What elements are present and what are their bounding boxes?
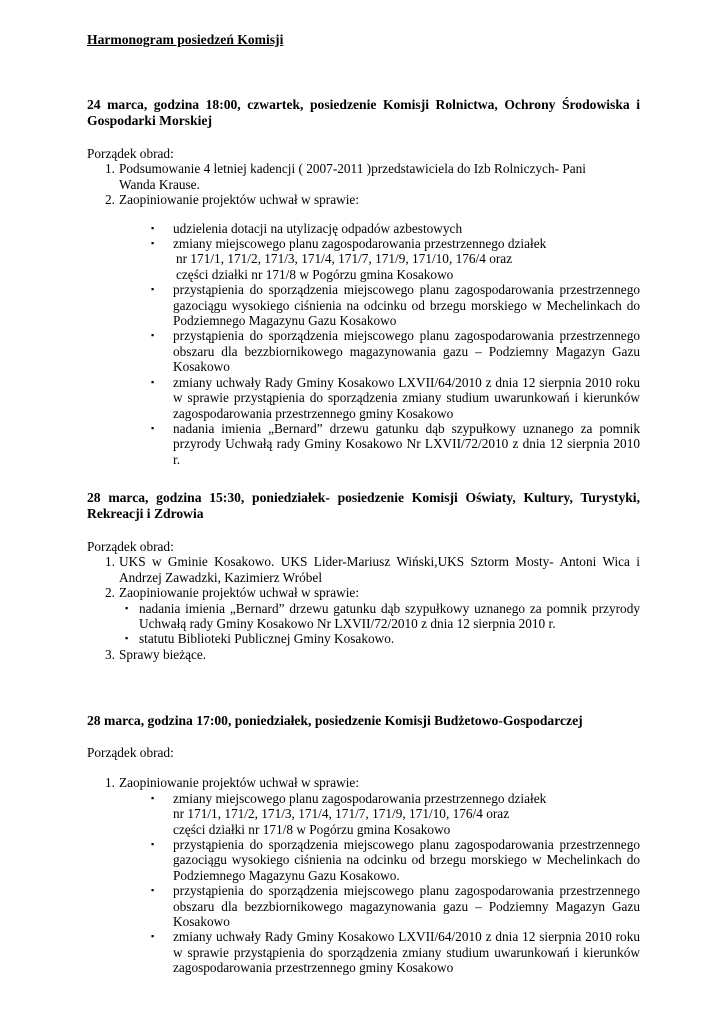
resolution-list <box>87 601 640 647</box>
section-heading: 24 marca, godzina 18:00, czwartek, posiedzenie Komisji Rolnictwa, Ochrony Środowiska i Gospodarki Morskiej <box>87 97 640 128</box>
agenda-item <box>87 554 640 585</box>
plots-line: nr 171/1, 171/2, 171/3, 171/4, 171/7, 171/9, 171/10, 176/4 oraz <box>176 251 513 267</box>
bullet-icon: ▪ <box>151 330 155 341</box>
agenda-text: Zaopiniowanie projektów uchwał w sprawie: <box>119 192 360 208</box>
bullet-icon: ▪ <box>151 376 155 387</box>
list-item-text: nadania imienia „Bernard” drzewu gatunku dąb szypułkowy uznanego za pomnik przyrody Uchwałą rady Gminy Kosakowo Nr LXVII/72/2010 z dnia 12 sierpnia 2010 r. <box>139 600 640 632</box>
resolution-list <box>87 791 640 976</box>
bullet-icon: ▪ <box>151 238 155 249</box>
list-item-text: przystąpienia do sporządzenia miejscowego planu zagospodarowania przestrzennego obszaru dla bezzbiornikowego magazynowania gazu – Podziemny Magazyn Gazu Kosakowo <box>173 883 640 930</box>
list-item-text: nadania imienia „Bernard” drzewu gatunku dąb szypułkowy uznanego za pomnik przyrody Uchwałą rady Gminy Kosakowo Nr LXVII/72/2010 z dnia 12 sierpnia 2010 r. <box>173 420 640 467</box>
list-item <box>87 883 640 929</box>
agenda-text-cont: Wanda Krause. <box>119 176 200 192</box>
plots-line: nr 171/1, 171/2, 171/3, 171/4, 171/7, 171/9, 171/10, 176/4 oraz <box>173 806 510 822</box>
bullet-icon: ▪ <box>151 792 155 803</box>
agenda-number: 1. <box>105 554 115 570</box>
list-item-text: zmiany uchwały Rady Gminy Kosakowo LXVII/64/2010 z dnia 12 sierpnia 2010 roku w sprawie przystąpienia do sporządzenia zmiany studium uwarunkowań i kierunków zagospodarowania przestrzennego gminy Kosakowo <box>173 374 640 421</box>
bullet-icon: ▪ <box>151 931 155 942</box>
order-label: Porządek obrad: <box>87 745 174 760</box>
list-item-text: przystąpienia do sporządzenia miejscowego planu zagospodarowania przestrzennego gazociągu wysokiego ciśnienia na odcinku od brzegu morskiego w Mechelinkach do Podziemnego Magazynu Gazu Kosakowo. <box>173 837 640 883</box>
agenda-list <box>87 647 640 662</box>
list-item-text: udzielenia dotacji na utylizację odpadów azbestowych <box>173 220 463 236</box>
list-item <box>87 601 640 632</box>
order-label: Porządek obrad: <box>87 146 174 161</box>
agenda-text: UKS w Gminie Kosakowo. UKS Lider-Mariusz Wiński,UKS Sztorm Mosty- Antoni Wica i Andrzej Zawadzki, Kazimierz Wróbel <box>119 554 640 585</box>
bullet-icon: ▪ <box>125 602 129 613</box>
list-item <box>87 282 640 328</box>
plots-line: części działki nr 171/8 w Pogórzu gmina Kosakowo <box>176 266 454 282</box>
list-item <box>87 421 640 467</box>
bullet-icon: ▪ <box>151 222 155 233</box>
agenda-text: Podsumowanie 4 letniej kadencji ( 2007-2011 )przedstawiciela do Izb Rolniczych- Pani <box>119 161 586 177</box>
bullet-icon: ▪ <box>151 422 155 433</box>
bullet-icon: ▪ <box>151 839 155 850</box>
section-budzet <box>87 713 640 976</box>
section-oswiata <box>87 490 640 662</box>
agenda-item <box>87 647 640 662</box>
agenda-list <box>87 775 640 790</box>
list-item-text: przystąpienia do sporządzenia miejscowego planu zagospodarowania przestrzennego gazociągu wysokiego ciśnienia na odcinku od brzegu morskiego w Mechelinkach do Podziemnego Magazynu Gazu Kosakowo <box>173 282 640 329</box>
section-rolnictwo <box>87 97 640 467</box>
list-item <box>87 631 640 646</box>
bullet-icon: ▪ <box>151 284 155 295</box>
agenda-number: 2. <box>105 192 115 208</box>
order-label: Porządek obrad: <box>87 539 174 554</box>
agenda-text: Zaopiniowanie projektów uchwał w sprawie: <box>119 775 360 791</box>
agenda-text: Sprawy bieżące. <box>119 646 207 662</box>
agenda-item <box>87 585 640 600</box>
agenda-item <box>87 775 640 790</box>
list-item <box>87 837 640 883</box>
list-item <box>87 221 640 236</box>
bullet-icon: ▪ <box>151 885 155 896</box>
plots-line: części działki nr 171/8 w Pogórzu gmina Kosakowo <box>173 821 451 837</box>
agenda-list <box>87 161 640 207</box>
agenda-item <box>87 192 640 207</box>
agenda-number: 1. <box>105 161 115 177</box>
list-item-text: zmiany miejscowego planu zagospodarowania przestrzennego działek <box>173 236 547 252</box>
section-heading: 28 marca, godzina 15:30, poniedziałek- posiedzenie Komisji Oświaty, Kultury, Turystyki, Rekreacji i Zdrowia <box>87 490 640 521</box>
list-item <box>87 328 640 374</box>
agenda-number: 3. <box>105 646 115 662</box>
list-item <box>87 236 640 251</box>
list-item-text: statutu Biblioteki Publicznej Gminy Kosakowo. <box>139 631 395 647</box>
list-item-text: przystąpienia do sporządzenia miejscowego planu zagospodarowania przestrzennego obszaru dla bezzbiornikowego magazynowania gazu – Podziemny Magazyn Gazu Kosakowo <box>173 328 640 375</box>
list-item <box>87 791 640 806</box>
list-item-text: zmiany miejscowego planu zagospodarowania przestrzennego działek <box>173 790 547 806</box>
agenda-number: 2. <box>105 585 115 601</box>
list-item <box>87 375 640 421</box>
agenda-number: 1. <box>105 775 115 791</box>
list-item <box>87 929 640 975</box>
bullet-icon: ▪ <box>125 633 129 644</box>
list-item-text: zmiany uchwały Rady Gminy Kosakowo LXVII/64/2010 z dnia 12 sierpnia 2010 roku w sprawie przystąpienia do sporządzenia zmiany studium uwarunkowań i kierunków zagospodarowania przestrzennego gminy Kosakowo <box>173 929 640 976</box>
agenda-text: Zaopiniowanie projektów uchwał w sprawie: <box>119 585 360 601</box>
agenda-item <box>87 161 640 192</box>
resolution-list <box>87 221 640 468</box>
page-title: Harmonogram posiedzeń Komisji <box>87 32 284 47</box>
section-heading: 28 marca, godzina 17:00, poniedziałek, posiedzenie Komisji Budżetowo-Gospodarczej <box>87 713 583 728</box>
agenda-list <box>87 554 640 600</box>
